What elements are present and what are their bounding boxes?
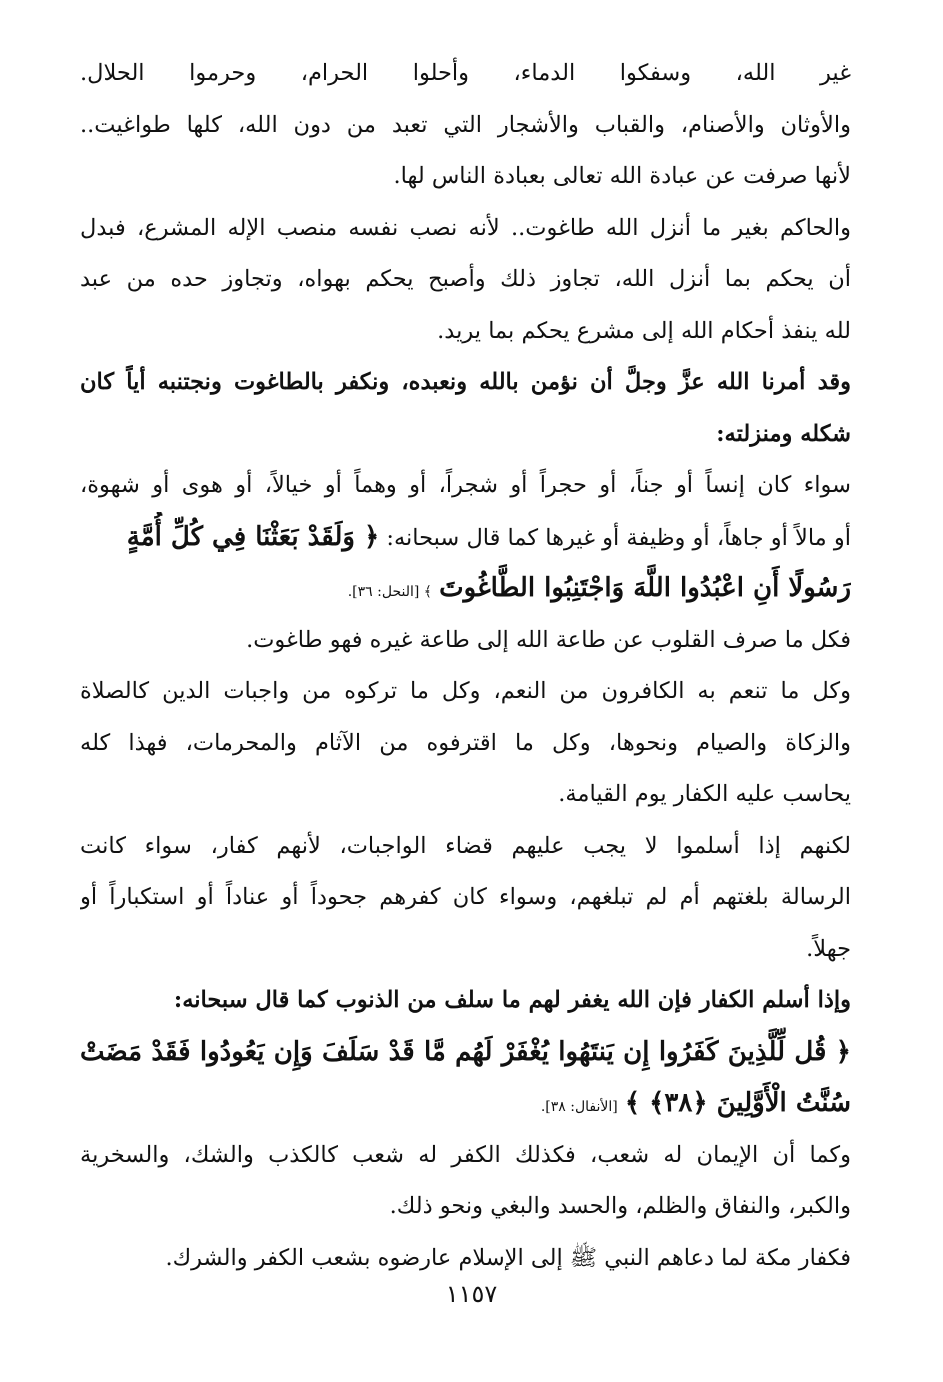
- quran-verse-line: [80, 563, 851, 615]
- text-line: فكفار مكة لما دعاهم النبي ﷺ إلى الإسلام عارضوه بشعب الكفر والشرك.: [165, 1244, 851, 1271]
- text-line: غير الله، وسفكوا الدماء، وأحلوا الحرام، وحرموا الحلال.: [80, 60, 851, 86]
- verse-reference: [الأنفال: ٣٨].: [540, 1099, 618, 1115]
- quran-verse-line: ﴿ قُل لِّلَّذِينَ كَفَرُوا إِن يَنتَهُوا يُغْفَرْ لَهُم مَّا قَدْ سَلَفَ وَإِن يَعُودُوا فَقَدْ مَضَتْ: [80, 1036, 851, 1067]
- text-line: وكما أن الإيمان له شعب، فكذلك الكفر له شعب كالكذب والشك، والسخرية: [80, 1141, 851, 1168]
- text-segment: أو مالاً أو جاهاً، أو وظيفة أو غيرها كما قال سبحانه:: [386, 524, 851, 551]
- text-line: يحاسب عليه الكفار يوم القيامة.: [558, 781, 851, 807]
- page-number: ١١٥٧: [445, 1280, 498, 1308]
- verse-reference: ﴾ [النحل: ٣٦].: [347, 584, 433, 600]
- text-line: لكنهم إذا أسلموا لا يجب عليهم قضاء الواجبات، لأنهم كفار، سواء كانت: [80, 832, 851, 859]
- quran-verse-text: سُنَّتُ الْأَوَّلِينَ ﴿٣٨﴾ ﴾: [624, 1088, 851, 1118]
- text-line: والأوثان والأصنام، والقباب والأشجار التي تعبد من دون الله، كلها طواغيت..: [80, 111, 851, 138]
- text-line: فكل ما صرف القلوب عن طاعة الله إلى طاعة غيره فهو طاغوت.: [246, 626, 851, 653]
- text-line: لله ينفذ أحكام الله إلى مشرع يحكم بما يريد.: [437, 317, 851, 344]
- quran-verse-text: رَسُولًا أَنِ اعْبُدُوا اللَّهَ وَاجْتَنِبُوا الطَّاغُوتَ: [439, 573, 851, 603]
- text-line: وكل ما تنعم به الكافرون من النعم، وكل ما تركوه من واجبات الدين كالصلاة: [80, 678, 851, 704]
- text-line: أن يحكم بما أنزل الله، تجاوز ذلك وأصبح يحكم بهواه، وتجاوز حده من عبد: [80, 266, 851, 292]
- text-line: والكبر، والنفاق والظلم، والحسد والبغي ونحو ذلك.: [389, 1193, 851, 1219]
- text-line: الرسالة بلغتهم أم لم تبلغهم، وسواء كان كفرهم جحوداً أو عناداً أو استكباراً أو: [80, 884, 851, 910]
- quran-verse-line: [80, 1078, 851, 1130]
- heading-line: شكله ومنزلته:: [716, 420, 851, 447]
- text-line: والحاكم بغير ما أنزل الله طاغوت.. لأنه نصب نفسه منصب الإله المشرع، فبدل: [80, 214, 851, 241]
- heading-line: وقد أمرنا الله عزَّ وجلَّ أن نؤمن بالله ونعبده، ونكفر بالطاغوت ونجتنبه أياً كان: [80, 369, 851, 395]
- text-line: لأنها صرفت عن عبادة الله تعالى بعبادة الناس لها.: [393, 163, 851, 189]
- text-line-with-quran: [80, 512, 851, 564]
- text-line: جهلاً.: [806, 935, 851, 962]
- text-line: والزكاة والصيام ونحوها، وكل ما اقترفوه من الآثام والمحرمات، فهذا كله: [80, 729, 851, 756]
- text-line: سواء كان إنساً أو جناً، أو حجراً أو شجراً، أو وهماً أو خيالاً، أو هوى أو شهوة،: [80, 472, 851, 498]
- quran-verse-segment: ﴿ وَلَقَدْ بَعَثْنَا فِي كُلِّ أُمَّةٍ: [126, 521, 380, 552]
- heading-line: وإذا أسلم الكفار فإن الله يغفر لهم ما سلف من الذنوب كما قال سبحانه:: [173, 987, 851, 1013]
